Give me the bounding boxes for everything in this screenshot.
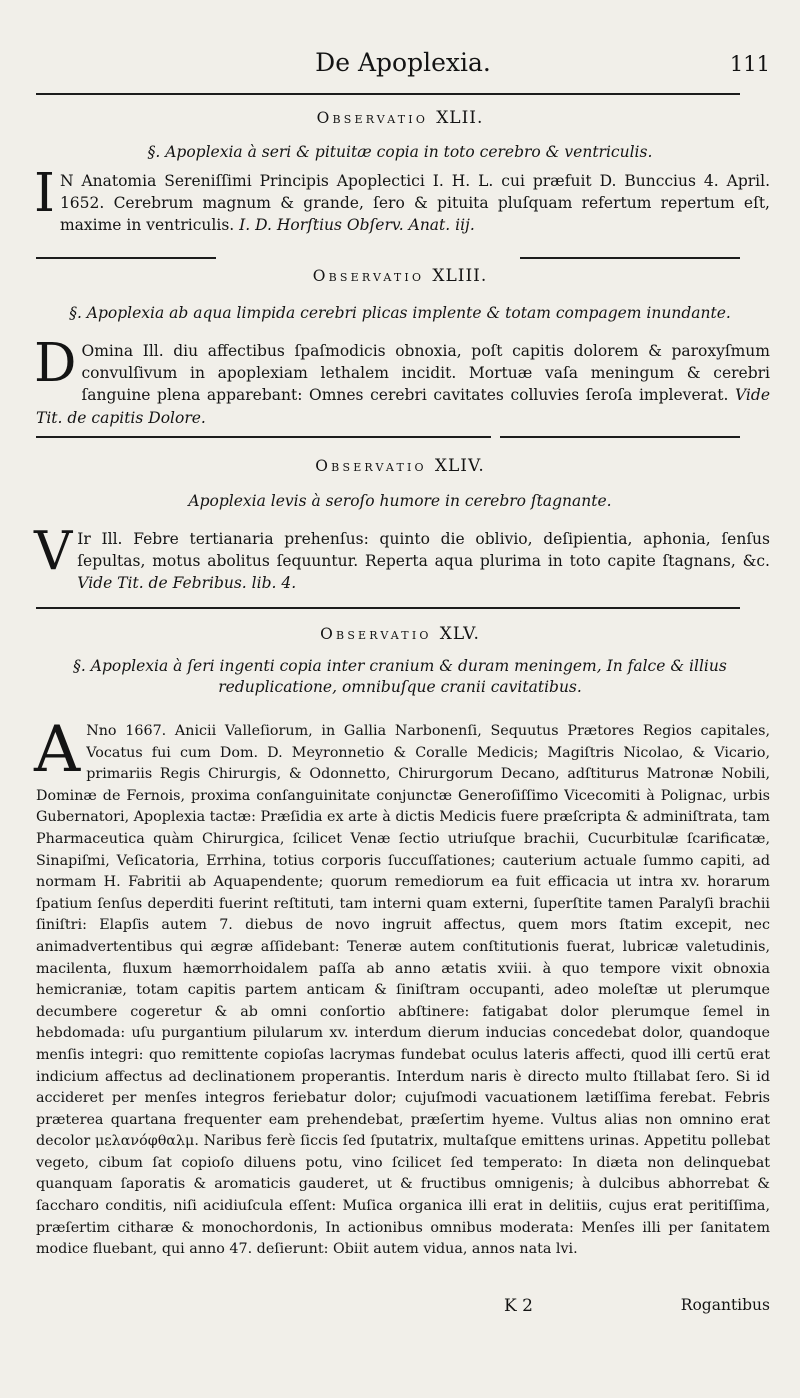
observation-number: XLII.	[436, 108, 484, 128]
observation-label: Observatio	[316, 109, 429, 127]
drop-capital: V	[34, 521, 73, 582]
drop-capital: A	[34, 713, 81, 787]
section-rule	[520, 257, 740, 259]
observation-number: XLIII.	[432, 266, 488, 286]
observation-subtitle: §. Apoplexia ab aqua limpida cerebri plicas implente & totam compagem inundante.	[69, 304, 731, 322]
signature-mark: K 2	[504, 1296, 533, 1316]
observation-subtitle: §. Apoplexia à seri & pituitæ copia in toto cerebro & ventriculis.	[147, 143, 653, 161]
page-header	[36, 44, 770, 84]
observation-body: N Anatomia Sereniſſimi Principis Apoplectici I. H. L. cui præfuit D. Bunccius 4. April. 1652. Cerebrum magnum & grande, ſero & pituita pluſquam refertum repertum eſt, maxime in ventriculis.	[59, 172, 770, 235]
observation-label: Observatio	[315, 457, 427, 475]
observation-body: Nno 1667. Anicii Valleſiorum, in Gallia Narbonenſi, Sequutus Prætores Regios capitales, Vocatus fui cum Dom. D. Meyronnetio & Coralle Medicis; Magiſtris Nicolao, & Vicario, primariis Regis Chirurgis, & Odonnetto, Chirurgorum Decano, adſtiturus Matronæ Nobili, Dominæ de Fernois, proxima conſanguinitate conjunctæ Generoſiſſimo Vicecomiti à Polignac, urbis Gubernatori, Apoplexia tactæ: Præſidia ex arte à dictis Medicis fuere præſcripta & adminiſtrata, tam Pharmaceutica quàm Chirurgica, ſcilicet Venæ ſectio utriuſque brachii, Cucurbitulæ ſcarificatæ, Sinapiſmi, Veſicatoria, Errhina, totius corporis ſuccuſſationes; cauterium actuale ſummo capiti, ad normam H. Fabritii ab Aquapendente; quorum remediorum ea fuit efficacia ut intra xv. horarum ſpatium ſenſus deperditi fuerint reſtituti, tam interni quam externi, ſuperſtite tamen Paralyſi brachii ſiniſtri: Elapſis autem 7. diebus de novo ingruit affectus, quem mors ſtatim excepit, nec animadvertentibus qui ægræ aſſidebant: Teneræ autem conſtitutionis fuerat, lubricæ valetudinis, macilenta, fluxum hæmorrhoidalem paſſa ab anno ætatis xviii. à quo tempore vixit obnoxia hemicraniæ, totam capitis partem anticam & ſiniſtram occupanti, adeo moleſtæ ut plerumque decumbere cogeretur & ab omni conſortio abſtinere: fatigabat dolor plerumque ſemel in hebdomada: uſu purgantium pilularum xv. interdum dierum inducias concedebat dolor, quandoque menſis integri: quo remittente copioſas lacrymas fundebat oculus lateris affecti, quod illi certū erat indicium affectus ad declinationem properantis. Interdum naris è directo multo ſtillabat ſero. Si id accideret per menſes integros feriebatur dolor; cujuſmodi vacuationem lætiſſima ferebat. Febris præterea quartana frequenter eam prehendebat, præſertim hyeme. Vultus alias non omnino erat decolor μελανόφθαλμ. Naribus ferè ſiccis ſed ſputatrix, multaſque emittens urinas. Appetitu pollebat vegeto, cibum ſat copioſo diluens potu, vino ſcilicet ſed temperato: In diæta non delinquebat quanquam ſaporatis & aromaticis gauderet, ut & fructibus omnigenis; à dulcibus abhorrebat & ſaccharo conditis, niſi acidiuſcula eſſent: Muſica organica illi erat in delitiis, cujus erat peritiſſima, præſertim citharæ & monochordonis, In actionibus omnibus moderata: Menſes illi per ſanitatem modice fluebant, qui anno 47. deſierunt: Obiit autem vidua, annos nata lvi.	[36, 723, 770, 1258]
observation-reference: Vide Tit. de capitis Dolore.	[36, 386, 770, 427]
page-number: 111	[729, 52, 770, 76]
observation-text	[34, 163, 770, 237]
observation-reference: I. D. Horſtius Obſerv. Anat. iij.	[239, 216, 475, 235]
observation-body: Omina Ill. diu affectibus ſpaſmodicis obnoxia, poſt capitis dolorem & paroxyſmum convulſivum in apoplexiam lethalem incidit. Mortuæ vaſa meningum & cerebri ſanguine plena apparebant: Omnes cerebri cavitates colluvies ſeroſa impleverat.	[81, 342, 770, 405]
observation-heading	[0, 456, 800, 476]
section-rule	[36, 436, 491, 438]
observation-heading	[0, 266, 800, 286]
drop-capital: D	[34, 333, 77, 394]
catchword: Rogantibus	[680, 1296, 770, 1314]
observation-text	[34, 333, 770, 429]
observation-body: Ir Ill. Febre tertianaria prehenſus: quinto die oblivio, deſipientia, aphonia, ſenſus ſepultas, motus abolitus ſequuntur. Reperta aqua plurima in toto capite ſtagnans, &c.	[77, 530, 770, 571]
observation-heading	[0, 624, 800, 644]
observation-text	[34, 713, 770, 1261]
running-title: De Apoplexia.	[315, 48, 491, 77]
observation-label: Observatio	[320, 625, 432, 643]
observation-subtitle: §. Apoplexia à ſeri ingenti copia inter cranium & duram meningem, In falce & illius reduplicatione, omnibuſque cranii cavitatibus.	[73, 657, 727, 696]
section-rule	[500, 436, 740, 438]
observation-text	[34, 521, 770, 595]
section-rule	[36, 607, 740, 609]
observation-label: Observatio	[312, 267, 425, 285]
header-rule	[36, 93, 740, 95]
drop-capital: I	[34, 163, 55, 224]
observation-number: XLV.	[439, 624, 480, 644]
page-footer	[36, 1296, 770, 1326]
section-rule	[36, 257, 216, 259]
observation-number: XLIV.	[434, 456, 485, 476]
observation-subtitle: Apoplexia levis à seroſo humore in cerebro ſtagnante.	[188, 492, 612, 510]
observation-heading	[0, 108, 800, 128]
observation-reference: Vide Tit. de Febribus. lib. 4.	[77, 574, 297, 593]
